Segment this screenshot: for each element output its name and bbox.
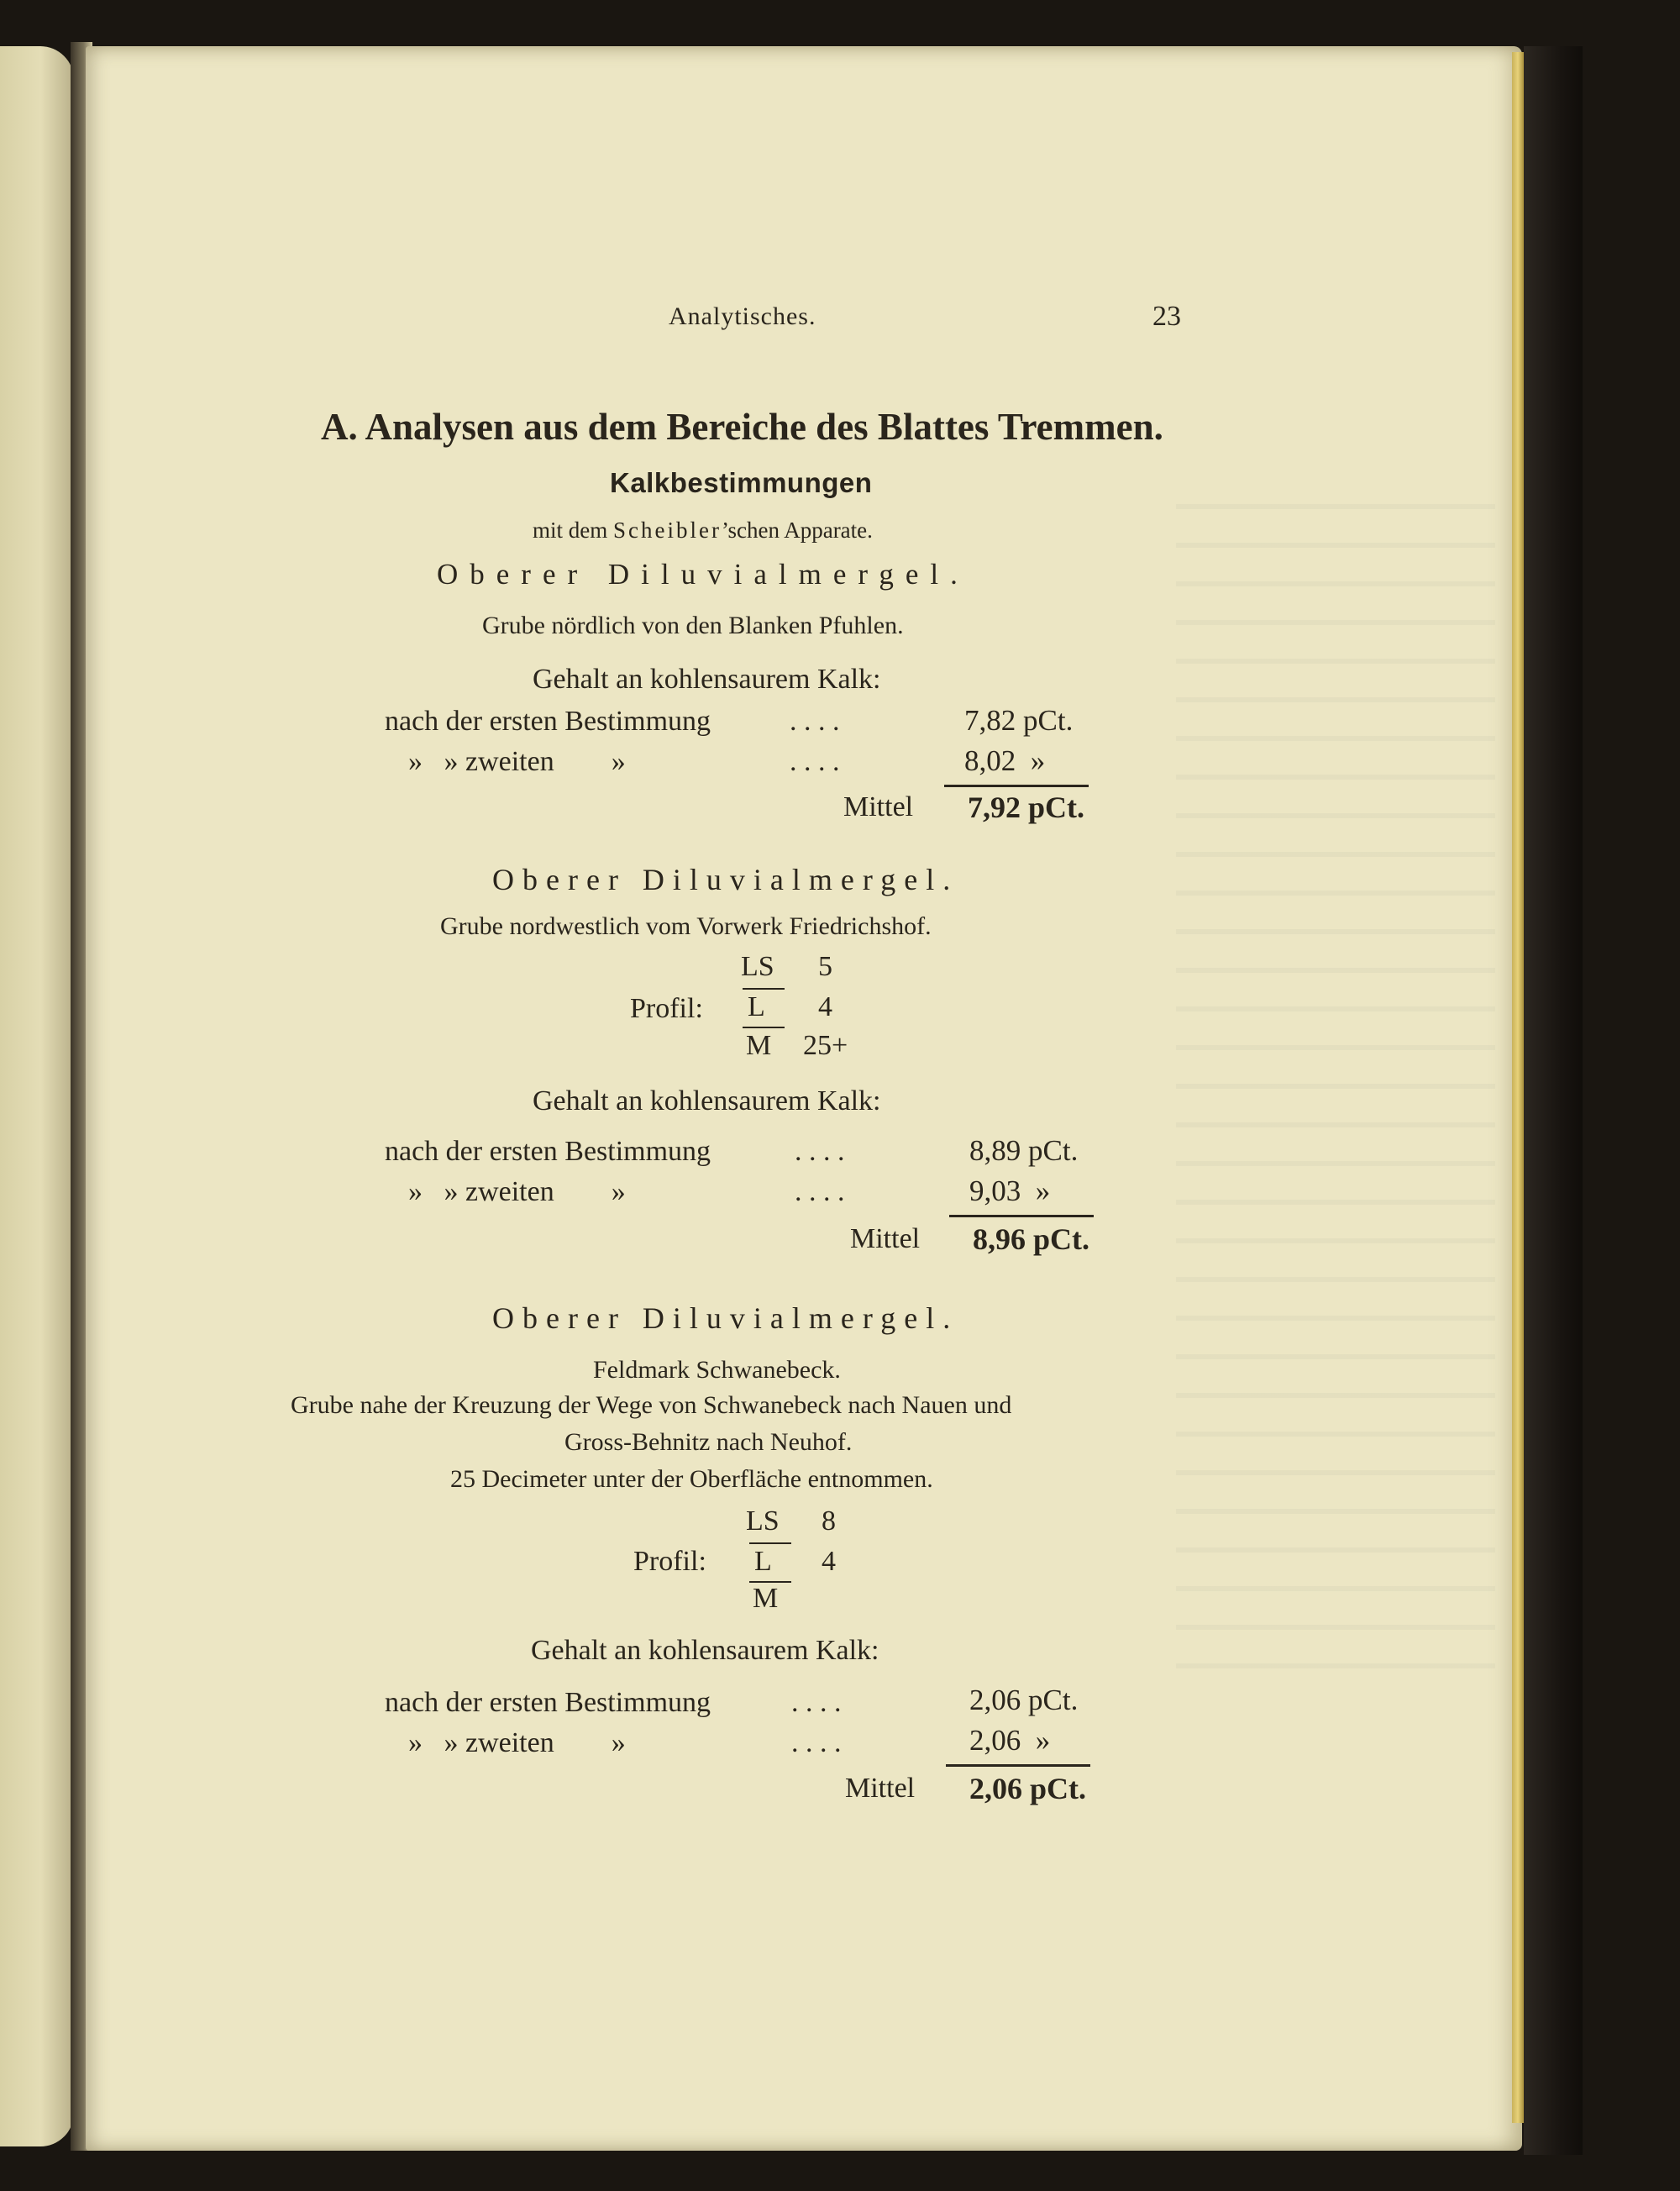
section-3-location-4: 25 Decimeter unter der Oberfläche entnommen. xyxy=(450,1465,933,1493)
section-3-location-2: Grube nahe der Kreuzung der Wege von Schwanebeck nach Nauen und xyxy=(291,1391,1012,1419)
section-3-profile-label: Profil: xyxy=(633,1546,706,1577)
section-1-row-1-dots: . . . . xyxy=(790,706,840,737)
section-3-row-2-dots: . . . . xyxy=(791,1727,842,1758)
section-1-mittel-value: 7,92 pCt. xyxy=(968,791,1085,824)
section-2-profile-value-1: 5 xyxy=(818,951,832,982)
show-through-texture xyxy=(1176,504,1495,1680)
section-3-profile-code-1: LS xyxy=(746,1505,780,1537)
section-2-profile-code-3: M xyxy=(746,1030,772,1061)
section-2-profile-value-3: 25+ xyxy=(803,1030,848,1061)
section-1-heading: Oberer Diluvialmergel. xyxy=(437,558,969,591)
method-prefix: mit dem xyxy=(533,518,613,543)
section-subtitle: Kalkbestimmungen xyxy=(610,467,873,498)
method-line xyxy=(533,518,873,544)
section-3-row-1-dots: . . . . xyxy=(791,1687,842,1718)
section-2-row-1-dots: . . . . xyxy=(795,1136,845,1167)
section-1-content-label: Gehalt an kohlensaurem Kalk: xyxy=(533,664,881,695)
previous-page-edge xyxy=(0,46,74,2146)
section-3-location-3: Gross-Behnitz nach Neuhof. xyxy=(564,1428,853,1456)
gilded-page-edge xyxy=(1512,52,1524,2123)
section-2-row-2-label: » » zweiten » xyxy=(408,1176,626,1207)
section-3-sum-rule xyxy=(946,1764,1090,1767)
section-3-row-1-label: nach der ersten Bestimmung xyxy=(385,1687,711,1718)
section-2-profile-value-2: 4 xyxy=(818,991,832,1022)
section-2-mittel-value: 8,96 pCt. xyxy=(973,1222,1090,1256)
section-2-profile-label: Profil: xyxy=(630,993,703,1024)
section-1-row-2-value: 8,02 » xyxy=(964,744,1046,777)
section-3-row-1-value: 2,06 pCt. xyxy=(969,1684,1079,1716)
section-3-profile-rule-1 xyxy=(749,1542,791,1544)
section-2-profile-code-2: L xyxy=(748,991,765,1022)
section-2-content-label: Gehalt an kohlensaurem Kalk: xyxy=(533,1085,881,1117)
section-3-mittel-value: 2,06 pCt. xyxy=(969,1772,1087,1805)
section-1-mittel-label: Mittel xyxy=(843,791,914,822)
section-3-row-2-label: » » zweiten » xyxy=(408,1727,626,1758)
section-2-row-1-value: 8,89 pCt. xyxy=(969,1134,1079,1167)
section-3-profile-value-1: 8 xyxy=(822,1505,836,1537)
section-1-location: Grube nördlich von den Blanken Pfuhlen. xyxy=(482,612,904,639)
page-number: 23 xyxy=(1152,301,1181,332)
section-3-profile-code-3: M xyxy=(753,1583,779,1614)
section-1-row-2-label: » » zweiten » xyxy=(408,746,626,777)
section-2-row-1-label: nach der ersten Bestimmung xyxy=(385,1136,711,1167)
section-1-row-1-label: nach der ersten Bestimmung xyxy=(385,706,711,737)
section-1-sum-rule xyxy=(944,785,1089,787)
book-cover-edge xyxy=(1524,46,1583,2155)
running-head: Analytisches. xyxy=(669,302,816,330)
section-3-profile-code-2: L xyxy=(754,1546,772,1577)
section-3-location-1: Feldmark Schwanebeck. xyxy=(593,1356,841,1384)
section-3-content-label: Gehalt an kohlensaurem Kalk: xyxy=(531,1635,879,1666)
section-1-row-2-dots: . . . . xyxy=(790,746,840,777)
method-name: Scheibler xyxy=(613,518,722,543)
section-2-row-2-value: 9,03 » xyxy=(969,1174,1051,1207)
method-suffix: ’schen Apparate. xyxy=(721,518,873,543)
section-2-heading: Oberer Diluvialmergel. xyxy=(492,863,959,896)
page-title: A. Analysen aus dem Bereiche des Blattes Tremmen. xyxy=(321,406,1163,448)
section-2-profile-rule-2 xyxy=(743,1027,785,1028)
section-2-location: Grube nordwestlich vom Vorwerk Friedrichshof. xyxy=(440,912,932,940)
section-2-mittel-label: Mittel xyxy=(850,1223,921,1254)
section-2-row-2-dots: . . . . xyxy=(795,1176,845,1207)
section-1-row-1-value: 7,82 pCt. xyxy=(964,704,1074,737)
section-3-mittel-label: Mittel xyxy=(845,1773,916,1804)
section-2-sum-rule xyxy=(949,1215,1094,1217)
section-3-profile-value-2: 4 xyxy=(822,1546,836,1577)
section-3-row-2-value: 2,06 » xyxy=(969,1724,1051,1757)
section-2-profile-code-1: LS xyxy=(741,951,774,982)
section-3-heading: Oberer Diluvialmergel. xyxy=(492,1301,959,1335)
section-2-profile-rule-1 xyxy=(743,988,785,990)
